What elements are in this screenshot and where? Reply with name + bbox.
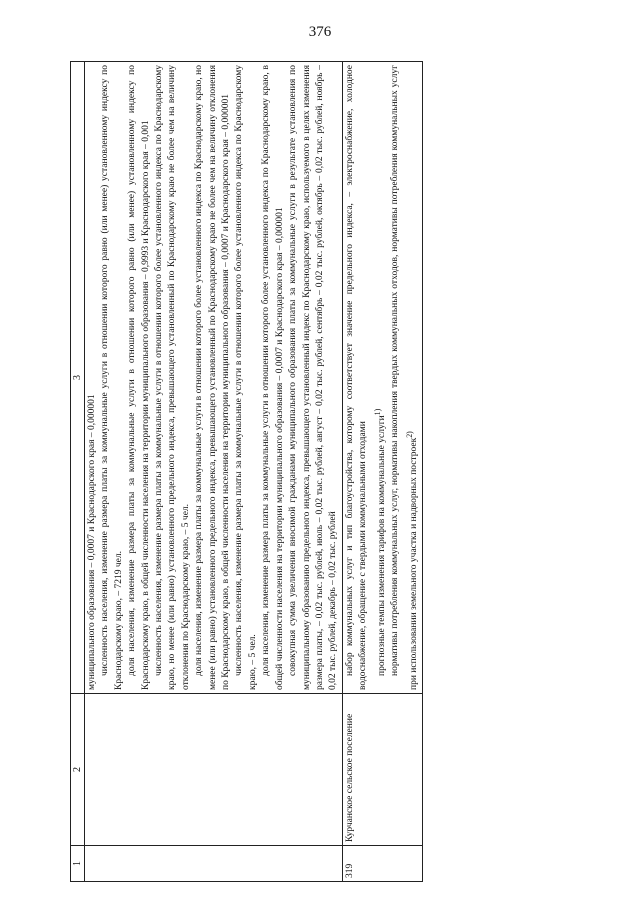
indicator-paragraph: совокупная сумма увеличения вносимой гражданами муниципального образования платы за коммунальные услуги в результате установления по муниципальному образованию предельного индекса, превышающего установленный индекс по Краснодарскому краю, используемого в целях изменения размера платы, – 0,02 тыс. рублей, июль – 0,02 тыс. рублей, август – 0,02 тыс. рублей, сентябрь – 0,02 тыс. рублей, октябрь – 0,02 тыс. рублей, ноябрь – 0,02 тыс. рублей, декабрь – 0,02 тыс. рублей xyxy=(288,65,339,690)
indicator-paragraph xyxy=(389,65,421,690)
rotated-table-frame xyxy=(70,62,590,882)
cell-indicators xyxy=(342,62,422,694)
cell-number-empty xyxy=(85,846,343,882)
indicator-paragraph: численность населения, изменение размера платы за коммунальные услуги в отношении которого равно (или менее) установленному индексу по Краснодарскому краю, – 7219 чел. xyxy=(100,65,124,690)
header-col-3: 3 xyxy=(71,62,85,694)
page-number: 376 xyxy=(308,24,332,40)
indicator-paragraph: доля населения, изменение размера платы за коммунальные услуги в отношении которого более установленного индекса по Краснодарскому краю, в общей численности населения на территории муниципального образования – 0,0007 и Краснодарского края – 0,000001 xyxy=(261,65,285,690)
indicator-text: нормативы потребления коммунальных услуг, нормативы накопления твердых коммунальных отходов, нормативы потребления коммунальных услуг при использовании земельного участка и надворных построек xyxy=(390,65,419,690)
indicator-paragraph: набор коммунальных услуг и тип благоустройства, которому соответствует значение предельного индекса, – электроснабжение, холодное водоснабжение, обращение с твердыми коммунальными отходами xyxy=(344,65,369,690)
indicator-paragraph: доля населения, изменение размера платы за коммунальные услуги в отношении которого более установленного индекса по Краснодарскому краю, но менее (или равно) установленного предельного индекса, превышающего установленный по Краснодарскому краю не более чем на величину отклонения по Краснодарскому краю, в общей численности населения на территории муниципального образования – 0,0007 и Краснодарского края – 0,000001 xyxy=(194,65,232,690)
indicator-paragraph: численность населения, изменение размера платы за коммунальные услуги в отношении которого более установленного индекса по Краснодарскому краю, но менее (или равно) установленного предельного индекса, превышающего установленный по Краснодарскому краю не более чем на величину отклонения по Краснодарскому краю, – 5 чел. xyxy=(154,65,191,690)
cell-indicators xyxy=(85,62,343,694)
table-header-row xyxy=(71,62,85,882)
indicator-text: прогнозные темпы изменения тарифов на коммунальные услуги xyxy=(376,415,387,676)
table-row-continuation xyxy=(85,62,343,882)
footnote-marker: 2) xyxy=(404,431,414,438)
header-col-2: 2 xyxy=(71,694,85,846)
indicator-paragraph xyxy=(371,65,390,690)
header-col-1: 1 xyxy=(71,846,85,882)
row-number: 319 xyxy=(342,846,422,882)
indicator-paragraph: доля населения, изменение размера платы за коммунальные услуги в отношении которого равно (или менее) установленному индексу по Краснодарскому краю, в общей численности населения на территории муниципального образования – 0,9993 и Краснодарского края – 0,001 xyxy=(127,65,151,690)
settlements-table xyxy=(70,61,423,882)
footnote-marker: 1) xyxy=(372,408,382,416)
indicator-paragraph: муниципального образования – 0,0007 и Краснодарского края – 0,000001 xyxy=(87,394,97,690)
rotated-table-area xyxy=(70,62,590,882)
settlement-name: Курчанское сельское поселение xyxy=(342,694,422,846)
cell-settlement-empty xyxy=(85,694,343,846)
table-row-319 xyxy=(342,62,422,882)
indicator-paragraph: численность населения, изменение размера платы за коммунальные услуги в отношении которого более установленного индекса по Краснодарскому краю, – 5 чел. xyxy=(234,65,258,690)
